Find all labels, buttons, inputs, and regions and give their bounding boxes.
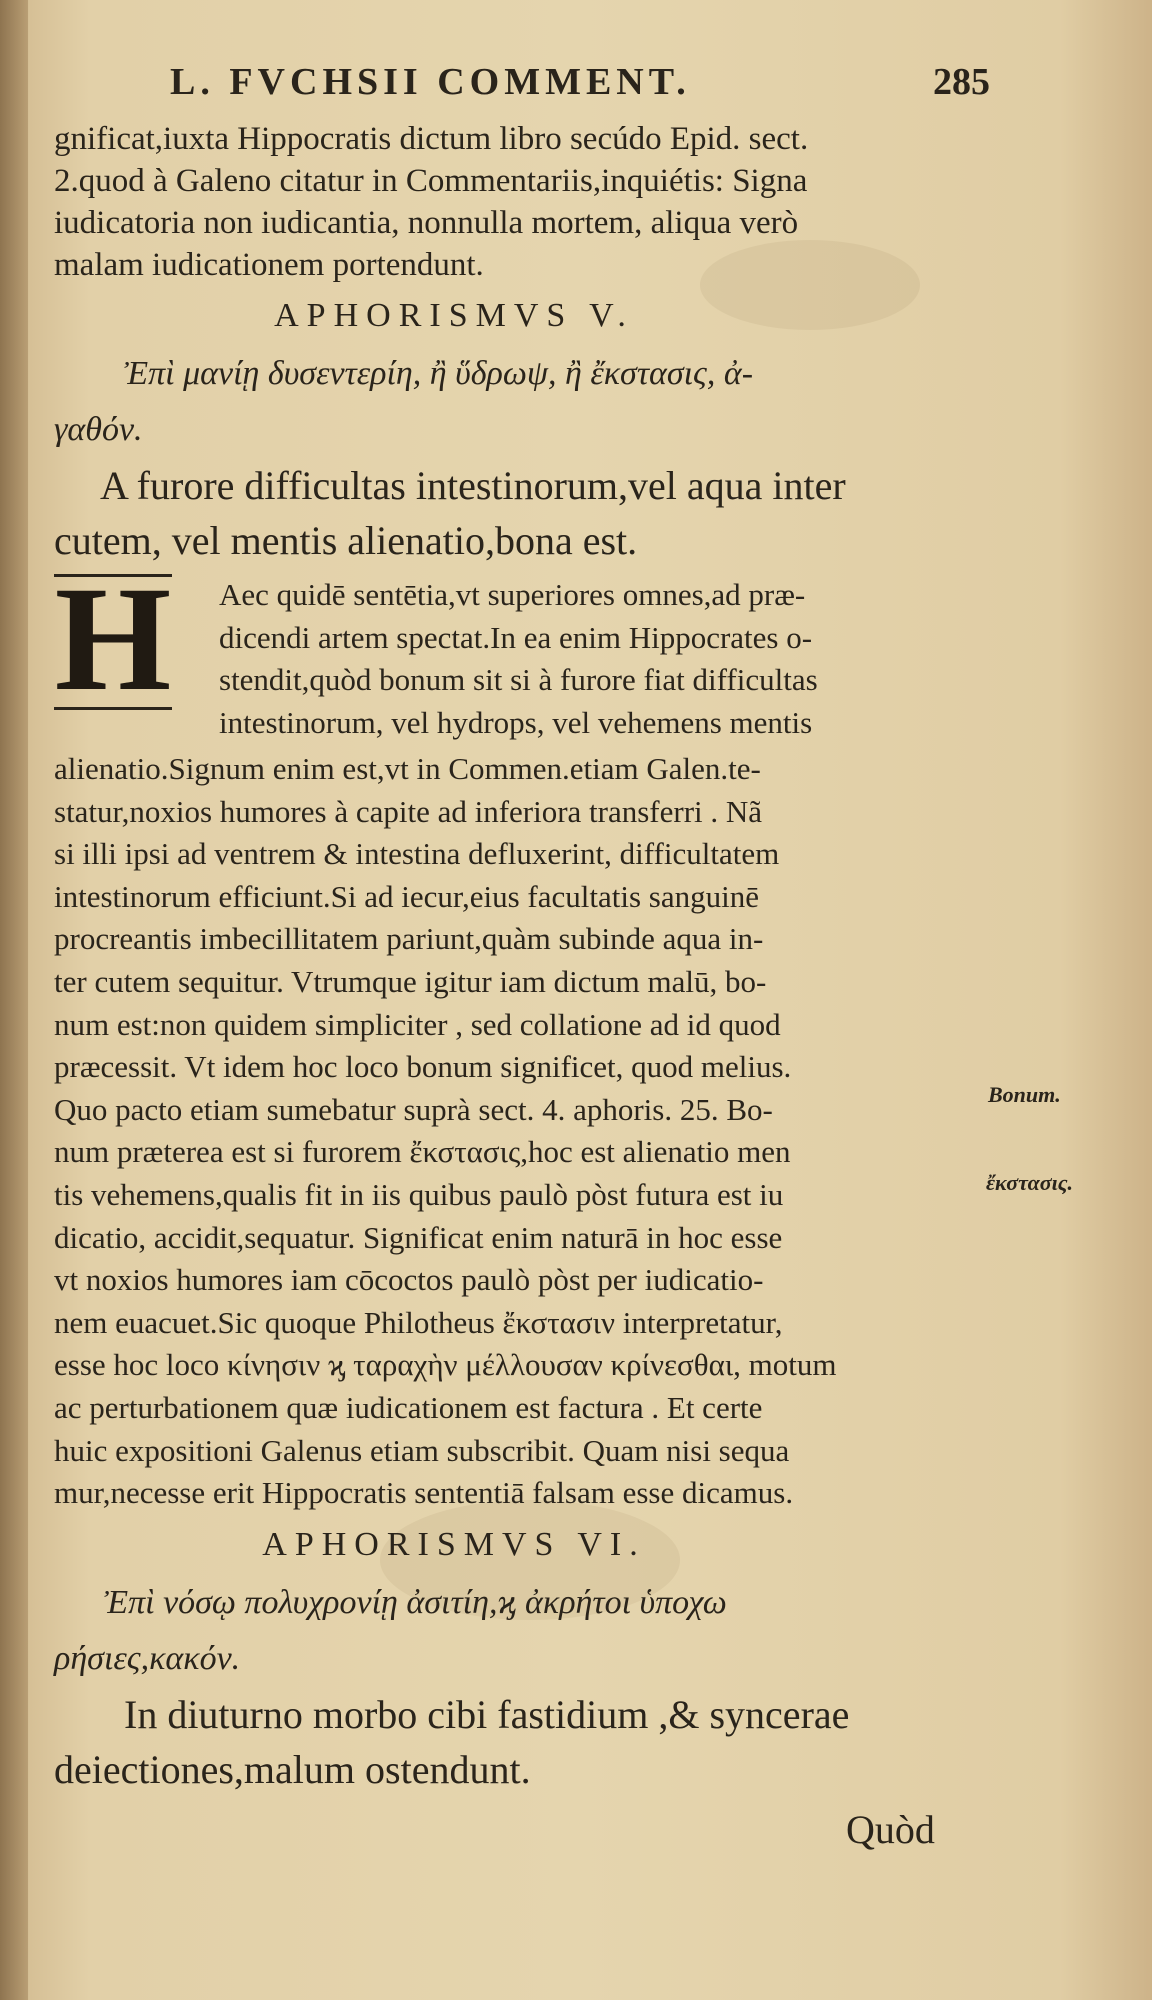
text-line: num præterea est si furorem ἔκστασις,hoc est alienatio men — [54, 1134, 791, 1170]
margin-note: Bonum. — [988, 1082, 1061, 1107]
margin-note: ἔκστασις. — [986, 1170, 1074, 1195]
text-line: tis vehemens,qualis fit in iis quibus paulò pòst futura est iu — [54, 1176, 784, 1212]
translation-line: In diuturno morbo cibi fastidium ,& syncerae — [124, 1691, 850, 1737]
text-line: præcessit. Vt idem hoc loco bonum significet, quod melius. — [54, 1049, 792, 1085]
translation-line: deiectiones,malum ostendunt. — [54, 1746, 531, 1792]
greek-text-line: Ἐπὶ νόσῳ πολυχρονίῃ ἀσιτίη,ϗ ἀκρήτοι ὑποχω — [104, 1583, 727, 1621]
book-spine-shadow — [0, 0, 28, 2000]
text-line: stendit,quòd bonum sit si à furore fiat difficultas — [219, 662, 818, 698]
decorated-initial: H — [54, 556, 172, 722]
text-line: intestinorum, vel hydrops, vel vehemens mentis — [219, 704, 813, 740]
aphorism-heading: APHORISMVS VI. — [262, 1525, 646, 1563]
commentary-opening — [54, 556, 974, 748]
greek-text-line: ρήσιες,κακόν. — [54, 1639, 241, 1677]
text-line: intestinorum efficiunt.Si ad iecur,eius facultatis sanguinē — [54, 878, 759, 914]
greek-text-line: Ἐπὶ μανίῃ δυσεντερίη, ἢ ὕδρωψ, ἢ ἔκστασις, ἀ- — [124, 355, 754, 392]
text-line: Aec quidē sentētia,vt superiores omnes,ad præ- — [219, 577, 806, 612]
text-line: dicatio, accidit,sequatur. Significat enim naturā in hoc esse — [54, 1219, 783, 1255]
translation-line: cutem, vel mentis alienatio,bona est. — [54, 518, 638, 563]
text-line: ter cutem sequitur. Vtrumque igitur iam dictum malū, bo- — [54, 963, 767, 999]
page-body — [54, 118, 974, 1797]
text-line: alienatio.Signum enim est,vt in Commen.etiam Galen.te- — [54, 751, 761, 786]
aphorism-heading: APHORISMVS V. — [274, 297, 634, 334]
text-line: esse hoc loco κίνησιν ϗ ταραχὴν μέλλουσαν κρίνεσθαι, motum — [54, 1347, 837, 1383]
text-line: iudicatoria non iudicantia, nonnulla mortem, aliqua verò — [54, 205, 799, 241]
text-line: num est:non quidem simpliciter , sed collatione ad id quod — [54, 1006, 781, 1042]
page-number: 285 — [933, 61, 990, 103]
running-title: L. FVCHSII COMMENT. — [170, 61, 691, 103]
greek-text-line: γαθόν. — [54, 411, 143, 448]
text-line: malam iudicationem portendunt. — [54, 247, 484, 283]
text-line: vt noxios humores iam cōcoctos paulò pòst per iudicatio- — [54, 1262, 764, 1298]
catchword: Quòd — [846, 1807, 935, 1852]
text-line: dicendi artem spectat.In ea enim Hippocrates o- — [219, 619, 813, 655]
text-line: statur,noxios humores à capite ad inferiora transferri . Nã — [54, 793, 763, 829]
text-line: huic expositioni Galenus etiam subscribit. Quam nisi sequa — [54, 1432, 790, 1468]
text-line: 2.quod à Galeno citatur in Commentariis,inquiétis: Signa — [54, 163, 808, 199]
drop-cap-lines — [219, 574, 818, 744]
text-line: gnificat,iuxta Hippocratis dictum libro secúdo Epid. sect. — [54, 121, 809, 157]
text-line: mur,necesse erit Hippocratis sententiā falsam esse dicamus. — [54, 1475, 794, 1511]
commentary-text — [54, 748, 974, 1515]
text-line: si illi ipsi ad ventrem & intestina defluxerint, difficultatem — [54, 836, 780, 872]
text-line: ac perturbationem quæ iudicationem est factura . Et certe — [54, 1389, 763, 1425]
text-line: nem euacuet.Sic quoque Philotheus ἔκστασιν interpretatur, — [54, 1304, 783, 1340]
text-line: procreantis imbecillitatem pariunt,quàm subinde aqua in- — [54, 921, 764, 957]
translation-line: A furore difficultas intestinorum,vel aqua inter — [100, 463, 846, 508]
page-header — [170, 60, 990, 110]
text-line: Quo pacto etiam sumebatur suprà sect. 4. aphoris. 25. Bo- — [54, 1091, 773, 1127]
